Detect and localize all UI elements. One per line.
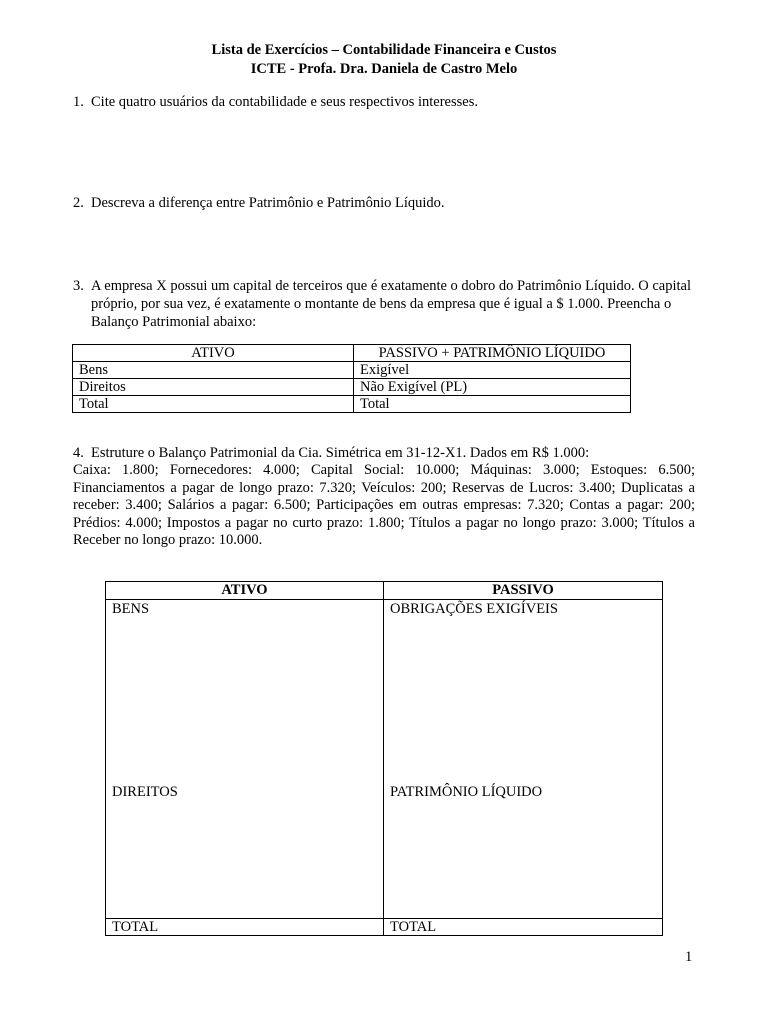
table-cell: Total — [73, 396, 354, 413]
balance-sheet-table-q4 — [105, 581, 663, 936]
table-cell: Bens — [73, 362, 354, 379]
question-number: 3. — [73, 278, 84, 294]
question-text: A empresa X possui um capital de terceiros que é exatamente o dobro do Patrimônio Líquido. O capital próprio, por sua vez, é exatamente o montante de bens da empresa que é igual a $ 1.000. Preencha o Balanço Patrimonial abaixo: — [91, 278, 691, 330]
balance-sheet-table-q3 — [72, 344, 631, 413]
table-header-ativo: ATIVO — [106, 582, 384, 600]
table-total-row — [106, 919, 663, 936]
table-header-ativo: ATIVO — [73, 345, 354, 362]
label-patrimonio-liquido: PATRIMÔNIO LÍQUIDO — [390, 784, 543, 800]
total-passivo: TOTAL — [384, 919, 663, 936]
total-ativo: TOTAL — [106, 919, 384, 936]
question-text: Estruture o Balanço Patrimonial da Cia. Simétrica em 31-12-X1. Dados em R$ 1.000: — [91, 445, 590, 461]
table-cell: Direitos — [73, 379, 354, 396]
page-number: 1 — [685, 949, 693, 965]
question-text: Descreva a diferença entre Patrimônio e Patrimônio Líquido. — [91, 195, 445, 211]
label-bens: BENS — [112, 601, 150, 617]
label-direitos: DIREITOS — [112, 784, 178, 800]
passivo-column — [384, 600, 663, 919]
table-body-row — [106, 600, 663, 919]
document-title: Lista de Exercícios – Contabilidade Financeira e Custos — [211, 42, 557, 58]
question-4-data: Caixa: 1.800; Fornecedores: 4.000; Capital Social: 10.000; Máquinas: 3.000; Estoques: 6.500; Financiamentos a pagar de longo prazo: 7.320; Veículos: 200; Reservas de Lucros: 3.400; Duplicatas a receber: 3.400; Salários a pagar: 6.500; Participações em outras empresas: 7.320; Contas a pagar: 200; Prédios: 4.000; Impostos a pagar no curto prazo: 1.800; Títulos a pagar no longo prazo: 3.000; Títulos a Receber no longo prazo: 10.000. — [73, 462, 695, 548]
table-header-passivo-pl: PASSIVO + PATRIMÔNIO LÍQUIDO — [354, 345, 631, 362]
table-row — [73, 396, 631, 413]
question-text: Cite quatro usuários da contabilidade e seus respectivos interesses. — [91, 94, 478, 110]
ativo-column — [106, 600, 384, 919]
label-obrigacoes-exigiveis: OBRIGAÇÕES EXIGÍVEIS — [390, 601, 558, 617]
question-number: 4. — [73, 445, 84, 461]
question-number: 2. — [73, 195, 84, 211]
table-row — [73, 362, 631, 379]
table-cell: Total — [354, 396, 631, 413]
document-subtitle: ICTE - Profa. Dra. Daniela de Castro Melo — [250, 61, 518, 77]
table-header-passivo: PASSIVO — [384, 582, 663, 600]
question-number: 1. — [73, 94, 84, 110]
table-cell: Não Exigível (PL) — [354, 379, 631, 396]
table-cell: Exigível — [354, 362, 631, 379]
table-row — [73, 379, 631, 396]
